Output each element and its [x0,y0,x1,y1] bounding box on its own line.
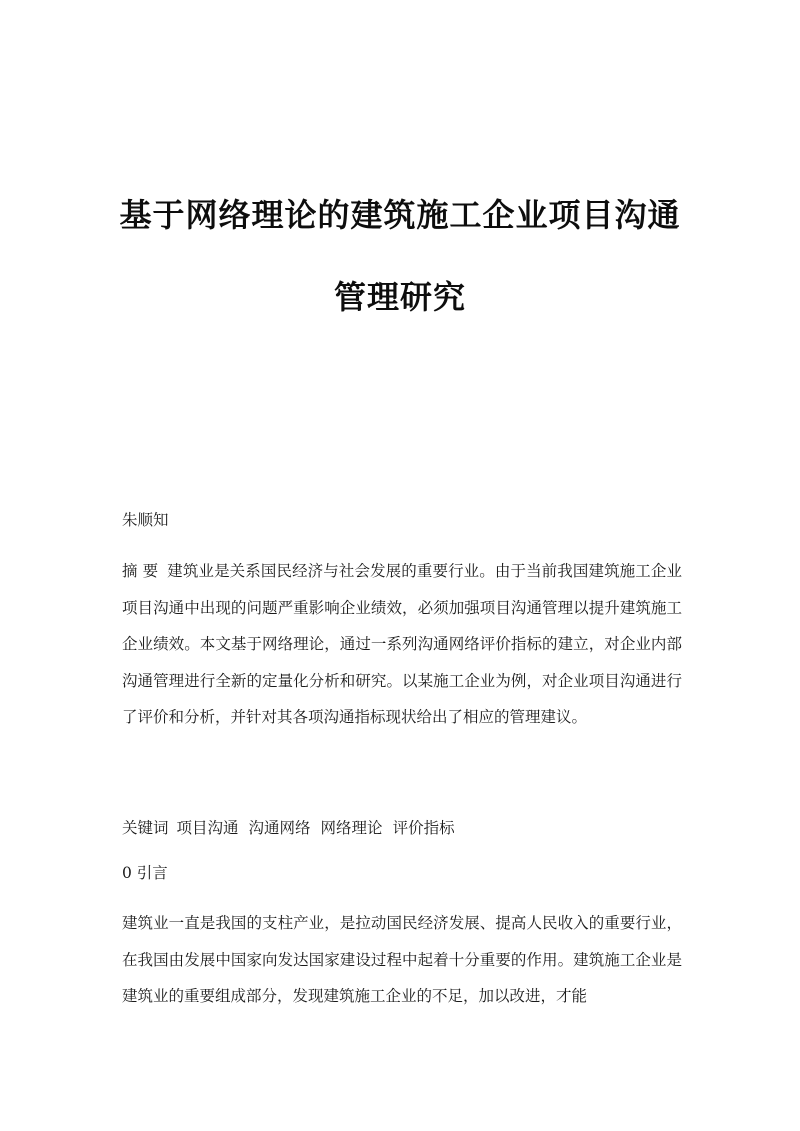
abstract-paragraph [122,553,682,736]
keyword: 网络理论 [320,819,383,837]
title-line-1: 基于网络理论的建筑施工企业项目沟通 [119,196,681,234]
author-name: 朱顺知 [122,511,169,529]
keywords-line [122,816,682,838]
intro-paragraph: 建筑业一直是我国的支柱产业，是拉动国民经济发展、提高人民收入的重要行业，在我国由发展中国家向发达国家建设过程中起着十分重要的作用。建筑施工企业是建筑业的重要组成部分，发现建筑施工企业的不足，加以改进，才能 [122,914,682,1005]
abstract-label: 摘 要 [122,562,159,580]
abstract-text: 建筑业是关系国民经济与社会发展的重要行业。由于当前我国建筑施工企业项目沟通中出现的问题严重影响企业绩效，必须加强项目沟通管理以提升建筑施工企业绩效。本文基于网络理论，通过一系列沟通网络评价指标的建立，对企业内部沟通管理进行全新的定量化分析和研究。以某施工企业为例，对企业项目沟通进行了评价和分析，并针对其各项沟通指标现状给出了相应的管理建议。 [122,562,682,726]
keywords-label: 关键词 [122,819,169,837]
keyword: 评价指标 [392,819,455,837]
keyword: 沟通网络 [248,819,311,837]
title-line-2: 管理研究 [333,278,466,316]
keyword: 项目沟通 [176,819,239,837]
section-heading: 0 引言 [122,864,168,882]
